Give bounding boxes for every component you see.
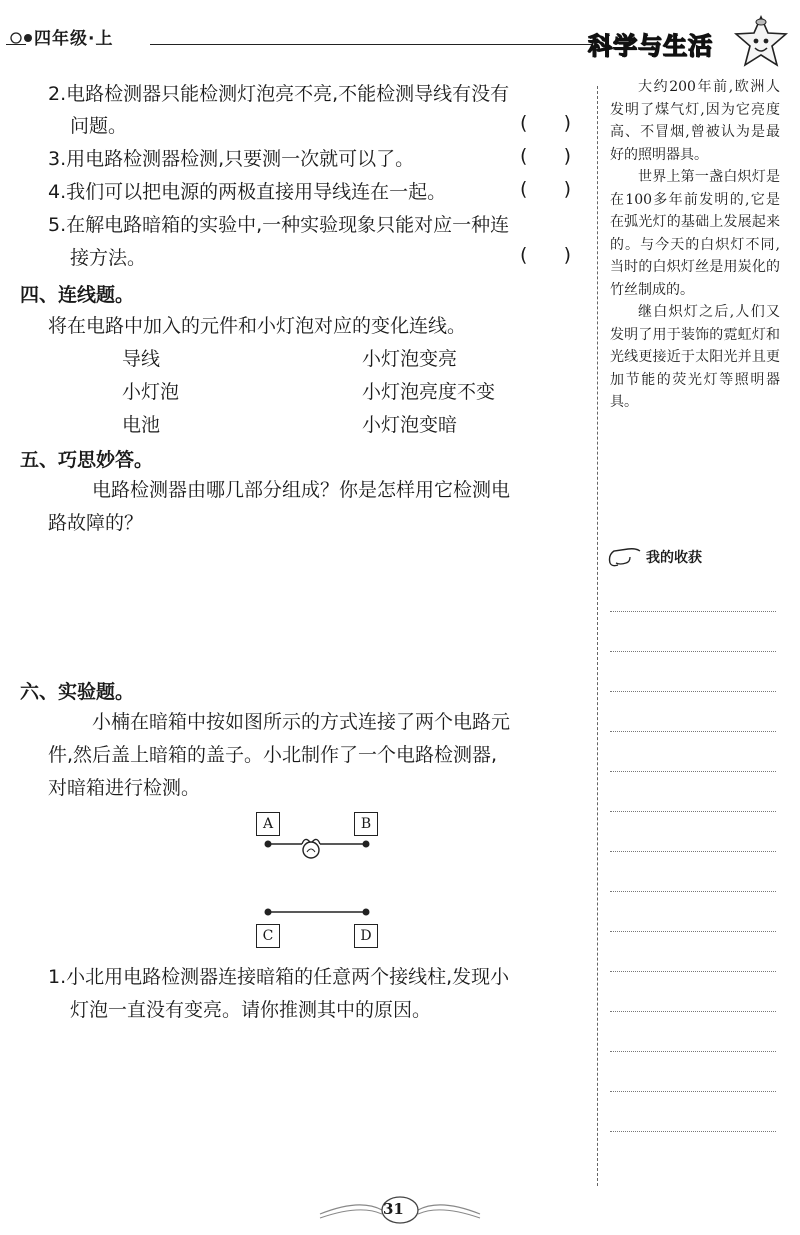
notes-line[interactable] [610, 1131, 776, 1132]
brand-title: 科学与生活 [588, 32, 713, 60]
terminal-label-a: A [256, 812, 280, 836]
section4-instruction: 将在电路中加入的元件和小灯泡对应的变化连线。 [48, 315, 467, 337]
judge-item-4: 4.我们可以把电源的两极直接用导线连在一起。 [48, 181, 447, 203]
notes-line[interactable] [610, 611, 776, 612]
sidebar-para-neon-fluorescent: 继白炽灯之后,人们又发明了用于装饰的霓虹灯和光线更接近于太阳光并且更加节能的荧光灯等照明器具。 [610, 304, 780, 410]
section5-title: 五、巧思妙答。 [20, 449, 154, 471]
match-right-dimmer[interactable]: 小灯泡变暗 [362, 414, 458, 436]
notes-line[interactable] [610, 651, 776, 652]
section6-title: 六、实验题。 [20, 681, 135, 703]
section5-question-line2: 路故障的？ [48, 512, 144, 534]
terminal-d-dot [363, 909, 370, 916]
sidebar-separator [597, 86, 598, 1186]
header-rule [150, 44, 595, 45]
notes-line[interactable] [610, 1051, 776, 1052]
notes-line[interactable] [610, 1091, 776, 1092]
match-right-brighter[interactable]: 小灯泡变亮 [362, 348, 458, 370]
bulb-icon [303, 842, 319, 858]
header-left-rule [6, 44, 26, 45]
judge-item-3: 3.用电路检测器检测,只要测一次就可以了。 [48, 148, 415, 170]
match-left-bulb[interactable]: 小灯泡 [122, 381, 180, 403]
notes-line[interactable] [610, 691, 776, 692]
page-number: 31 [383, 1200, 404, 1218]
judge-item-2-line1: 2.电路检测器只能检测灯泡亮不亮,不能检测导线有没有 [48, 83, 510, 105]
notes-line[interactable] [610, 891, 776, 892]
section4-title: 四、连线题。 [20, 284, 135, 306]
answer-blank-2[interactable]: ( ) [520, 112, 572, 134]
judge-item-2-line2: 问题。 [70, 115, 128, 137]
answer-blank-3[interactable]: ( ) [520, 145, 572, 167]
grade-label: 四年级·上 [34, 29, 114, 49]
terminal-c-dot [265, 909, 272, 916]
notes-line[interactable] [610, 731, 776, 732]
harvest-title: 我的收获 [646, 550, 702, 566]
sidebar-para-incandescent: 世界上第一盏白炽灯是在100多年前发明的,它是在弧光灯的基础上发展起来的。与今天的白炽灯不同,当时的白炽灯丝是用炭化的竹丝制成的。 [610, 169, 780, 298]
section5-question-line1: 电路检测器由哪几部分组成？你是怎样用它检测电 [92, 479, 511, 501]
notes-line[interactable] [610, 771, 776, 772]
match-left-wire[interactable]: 导线 [122, 348, 161, 370]
terminal-label-c: C [256, 924, 280, 948]
star-mascot-icon [732, 14, 790, 70]
dark-box-circuit-diagram [250, 830, 390, 920]
terminal-label-d: D [354, 924, 378, 948]
notes-line[interactable] [610, 931, 776, 932]
terminal-label-b: B [354, 812, 378, 836]
notes-line[interactable] [610, 811, 776, 812]
section6-para-line3: 对暗箱进行检测。 [48, 777, 201, 799]
section6-para-line2: 件,然后盖上暗箱的盖子。小北制作了一个电路检测器, [48, 744, 498, 766]
notes-line[interactable] [610, 1011, 776, 1012]
section6-q1-line1: 1.小北用电路检测器连接暗箱的任意两个接线柱,发现小 [48, 966, 510, 988]
section6-para-line1: 小楠在暗箱中按如图所示的方式连接了两个电路元 [92, 711, 511, 733]
terminal-a-dot [265, 841, 272, 848]
notes-line[interactable] [610, 971, 776, 972]
answer-blank-4[interactable]: ( ) [520, 178, 572, 200]
judge-item-5-line2: 接方法。 [70, 247, 147, 269]
terminal-b-dot [363, 841, 370, 848]
sidebar-para-gas-lamp: 大约200年前,欧洲人发明了煤气灯,因为它亮度高、不冒烟,曾被认为是最好的照明器具。 [610, 79, 780, 163]
judge-item-5-line1: 5.在解电路暗箱的实验中,一种实验现象只能对应一种连 [48, 214, 510, 236]
match-right-unchanged[interactable]: 小灯泡亮度不变 [362, 381, 496, 403]
answer-blank-5[interactable]: ( ) [520, 244, 572, 266]
match-left-battery[interactable]: 电池 [122, 414, 161, 436]
notes-line[interactable] [610, 851, 776, 852]
pointing-hand-icon [606, 543, 646, 569]
section6-q1-line2: 灯泡一直没有变亮。请你推测其中的原因。 [70, 999, 432, 1021]
sidebar-reading [610, 76, 780, 414]
